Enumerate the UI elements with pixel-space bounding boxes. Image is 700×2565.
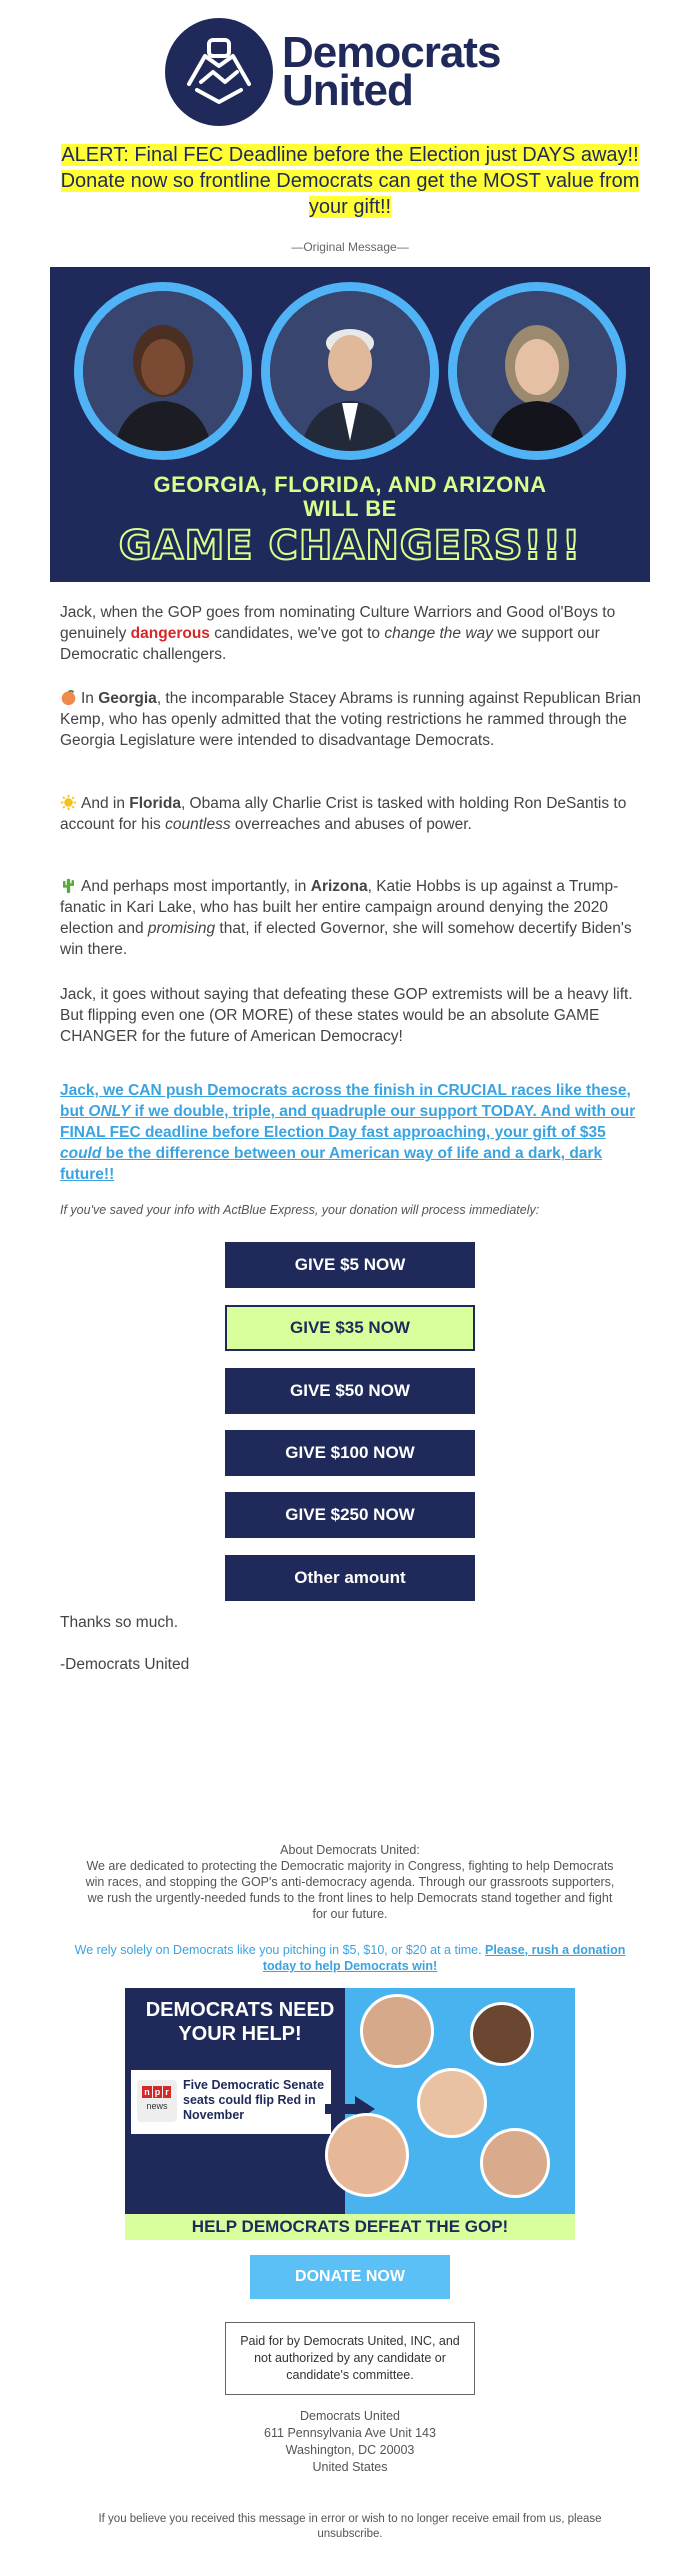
body-paragraph-arizona: And perhaps most importantly, in Arizona, Katie Hobbs is up against a Trump-fanatic in Kari Lake, who has built her entire campaign around denying the 2020 election and promising that, if elected Governor, she will somehow decertify Biden's win there. bbox=[60, 878, 632, 958]
give-35-button[interactable]: GIVE $35 NOW bbox=[225, 1305, 475, 1351]
donate-now-button[interactable]: DONATE NOW bbox=[250, 2255, 450, 2299]
banner-footer: HELP DEMOCRATS DEFEAT THE GOP! bbox=[125, 2214, 575, 2240]
paid-for-disclaimer: Paid for by Democrats United, INC, and not authorized by any candidate or candidate's committee. bbox=[225, 2322, 475, 2395]
actblue-note: If you've saved your info with ActBlue Express, your donation will process immediately: bbox=[60, 1203, 540, 1217]
thanks-text: Thanks so much. bbox=[60, 1614, 179, 1631]
body-paragraph-florida: And in Florida, Obama ally Charlie Crist is tasked with holding Ron DeSantis to account for his countless overreaches and abuses of power. bbox=[60, 795, 627, 833]
unsubscribe-text[interactable]: If you believe you received this message in error or wish to no longer receive email from us, please unsubscribe. bbox=[98, 2513, 602, 2540]
body-paragraph-georgia: In Georgia, the incomparable Stacey Abrams is running against Republican Brian Kemp, who has openly admitted that the voting restrictions he rammed through the Georgia Legislature were intended to disadvantage Democrats. bbox=[60, 690, 642, 749]
about-title: About Democrats United: bbox=[280, 1843, 420, 1857]
about-section bbox=[80, 1842, 620, 1922]
hero-image bbox=[50, 267, 650, 582]
candidate-portrait bbox=[74, 282, 252, 460]
senator-portrait bbox=[417, 2068, 487, 2138]
give-250-button[interactable]: GIVE $250 NOW bbox=[225, 1492, 475, 1538]
senator-portrait bbox=[480, 2128, 550, 2198]
handshake-icon bbox=[165, 18, 273, 126]
candidate-portrait bbox=[261, 282, 439, 460]
donate-appeal-link[interactable]: Jack, we CAN push Democrats across the finish in CRUCIAL races like these, but ONLY if we double, triple, and quadruple our support TODAY. And with our FINAL FEC deadline before Election Day fast approaching, your gift of $35 could be the difference between our American way of life and a dark, dark future!! bbox=[60, 1082, 636, 1183]
give-100-button[interactable]: GIVE $100 NOW bbox=[225, 1430, 475, 1476]
body-paragraph: Jack, it goes without saying that defeating these GOP extremists will be a heavy lift. But flipping even one (OR MORE) of these states would be an absolute GAME CHANGER for the future of American Democracy! bbox=[60, 986, 633, 1045]
about-text: We are dedicated to protecting the Democratic majority in Congress, fighting to help Democrats win races, and stopping the GOP's anti-democracy agenda. Through our grassroots supporters, we rush the urgently-needed funds to the front lines to help Democrats stand together and fight for our future. bbox=[85, 1859, 615, 1921]
rush-donation-link[interactable]: Please, rush a donation today to help Democrats win! bbox=[262, 1943, 626, 1973]
mailing-address: Democrats United 611 Pennsylvania Ave Unit 143 Washington, DC 20003 United States bbox=[264, 2409, 436, 2474]
npr-headline: Five Democratic Senate seats could flip Red in November bbox=[183, 2078, 325, 2122]
rely-text: We rely solely on Democrats like you pitching in $5, $10, or $20 at a time. Please, rush a donation today to help Democrats win! bbox=[74, 1943, 626, 1973]
senator-portrait bbox=[325, 2113, 409, 2197]
cactus-icon bbox=[60, 877, 77, 894]
logo-wordmark: Democrats United bbox=[282, 28, 501, 115]
senator-portrait bbox=[360, 1994, 434, 2068]
body-paragraph: Jack, when the GOP goes from nominating Culture Warriors and Good ol'Boys to genuinely dangerous candidates, we've got to change the way we support our Democratic challengers. bbox=[60, 604, 616, 663]
alert-banner: ALERT: Final FEC Deadline before the Election just DAYS away!! Donate now so frontline Democrats can get the MOST value from your gift!! bbox=[60, 144, 640, 218]
give-5-button[interactable]: GIVE $5 NOW bbox=[225, 1242, 475, 1288]
hero-game-changers: GAME CHANGERS!!! bbox=[118, 523, 582, 569]
original-message-divider: —Original Message— bbox=[291, 240, 409, 254]
banner-title: DEMOCRATS NEED YOUR HELP! bbox=[145, 1999, 335, 2045]
signature: -Democrats United bbox=[60, 1656, 190, 1673]
senator-portrait bbox=[470, 2002, 534, 2066]
header bbox=[0, 14, 700, 124]
peach-icon bbox=[60, 689, 77, 706]
other-amount-button[interactable]: Other amount bbox=[225, 1555, 475, 1601]
npr-logo: n p r news bbox=[137, 2080, 177, 2122]
sun-icon bbox=[60, 794, 77, 811]
give-50-button[interactable]: GIVE $50 NOW bbox=[225, 1368, 475, 1414]
candidate-portrait bbox=[448, 282, 626, 460]
hero-headline: GEORGIA, FLORIDA, AND ARIZONA WILL BE bbox=[153, 472, 547, 521]
help-democrats-banner[interactable] bbox=[125, 1988, 575, 2240]
npr-card bbox=[131, 2070, 331, 2134]
